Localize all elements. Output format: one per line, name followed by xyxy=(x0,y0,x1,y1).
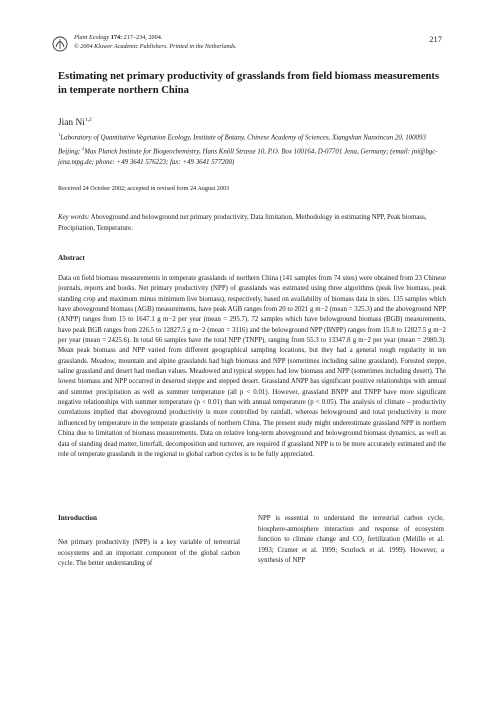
journal-citation xyxy=(74,34,374,51)
abstract-heading: Abstract xyxy=(58,254,85,262)
right-column xyxy=(258,514,444,567)
introduction-heading: Introduction xyxy=(58,514,98,522)
publisher-logo-icon xyxy=(52,35,68,53)
publisher-line: © 2004 Kluwer Academic Publishers. Printed in the Netherlands. xyxy=(74,42,237,50)
journal-pages: 217–234, 2004. xyxy=(122,34,163,41)
author-line xyxy=(58,117,92,128)
received-dates: Received 24 October 2002; accepted in revised form 24 August 2003 xyxy=(58,185,230,192)
affiliation-1: Laboratory of Quantitative Vegetation Ecology, Institute of Botany, Chinese Academy of Sciences, Xiangshan Nanxincun 20, 100093 Beijing; xyxy=(58,134,426,156)
journal-name: Plant Ecology xyxy=(74,34,110,41)
journal-citation-line xyxy=(74,34,374,43)
introduction-text-right: NPP is essential to understand the terrestrial carbon cycle, biosphere-atmosphere interaction and response of ecosystem function to climate change and CO₂ fertilization (Melillo et al. 1993; Cramer et al. 1999; Scurlock et al. 1999). However, a synthesis of NPP xyxy=(258,515,444,564)
affiliation-2: Max Planck Institute for Biogeochemistry, Hans Knöll Strasse 10, P.O. Box 100164, D-07701 Jena, Germany; (email: jni@bgc-jena.mpg.de; phone: +49 3641 576223; fax: +49 3641 577200) xyxy=(58,148,438,166)
keywords xyxy=(58,213,446,234)
abstract-text: Data on field biomass measurements in temperate grasslands of northern China (141 samples from 74 sites) were obtained from 23 Chinese journals, reports and books. Net primary productivity (NPP) of grasslands was estimated using three algorithms (peak live biomass, peak standing crop and maximum minus minimum live biomass), respectively, based on availability of biomass data in sites. 135 samples which have aboveground biomass (AGB) measurements, have peak AGB ranges from 20 to 2021 g m−2 (mean = 325.3) and the aboveground NPP (ANPP) ranges from 15 to 1647.1 g m−2 per year (mean = 295.7). 72 samples which have belowground biomass (BGB) measurements, have peak BGB ranges from 226.5 to 12827.5 g m−2 (mean = 3116) and the belowground NPP (BNPP) ranges from 15.8 to 12827.5 g m−2 per year (mean = 2425.6). In total 66 samples have the total NPP (TNPP), ranging from 55.3 to 13347.8 g m−2 per year (mean = 2980.3). Mean peak biomass and NPP varied from different geographical sampling locations, but they had a general rough regularity in ten grasslands. Meadow, mountain and alpine grasslands had high biomass and NPP (sometimes including saline grassland). Forested steppe, saline grassland and desert had median values. Meadowed and typical steppes had low biomass and NPP (sometimes including desert). The lowest biomass and NPP occurred in deserted steppe and stepped desert. Grassland ANPP has significant positive relationships with annual and summer precipitation as well as summer temperature (all p < 0.01). However, grassland BNPP and TNPP have more significant negative relationships with summer temperature (p < 0.01) than with annual temperature (p < 0.05). The analysis of climate – productivity correlations implied that aboveground productivity is more controlled by rainfall, whereas belowground and total productivity is more influenced by temperature in the temperate grasslands of northern China. The present study might underestimate grassland NPP in northern China due to limitation of biomass measurements. Data on relative long-term aboveground and belowground biomass dynamics, as well as data of standing dead matter, litterfall, decomposition and turnover, are required if grassland NPP is to be more accurately estimated and the role of temperate grasslands in the regional to global carbon cycles is to be fully appreciated. xyxy=(58,275,446,458)
author-affil-marks: 1,2 xyxy=(84,117,92,123)
article-title: Estimating net primary productivity of grasslands from field biomass measurements in temperate northern China xyxy=(58,71,440,96)
introduction-text-left: Net primary productivity (NPP) is a key variable of terrestrial ecosystems and an important component of the global carbon cycle. The better understanding of xyxy=(58,539,240,567)
keywords-text: Aboveground and belowground net primary productivity, Data limitation, Methodology in estimating NPP, Peak biomass, Precipitation, Temperature. xyxy=(58,214,427,232)
keywords-label: Key words: xyxy=(58,214,90,221)
affil-mark-2: 2 xyxy=(81,145,85,151)
affil-mark-1: 1 xyxy=(58,132,61,137)
affiliations xyxy=(58,130,446,168)
page-number: 217 xyxy=(429,34,442,44)
left-column xyxy=(58,514,240,570)
author-name: Jian Ni xyxy=(58,118,85,129)
journal-volume: 174: xyxy=(110,34,123,41)
